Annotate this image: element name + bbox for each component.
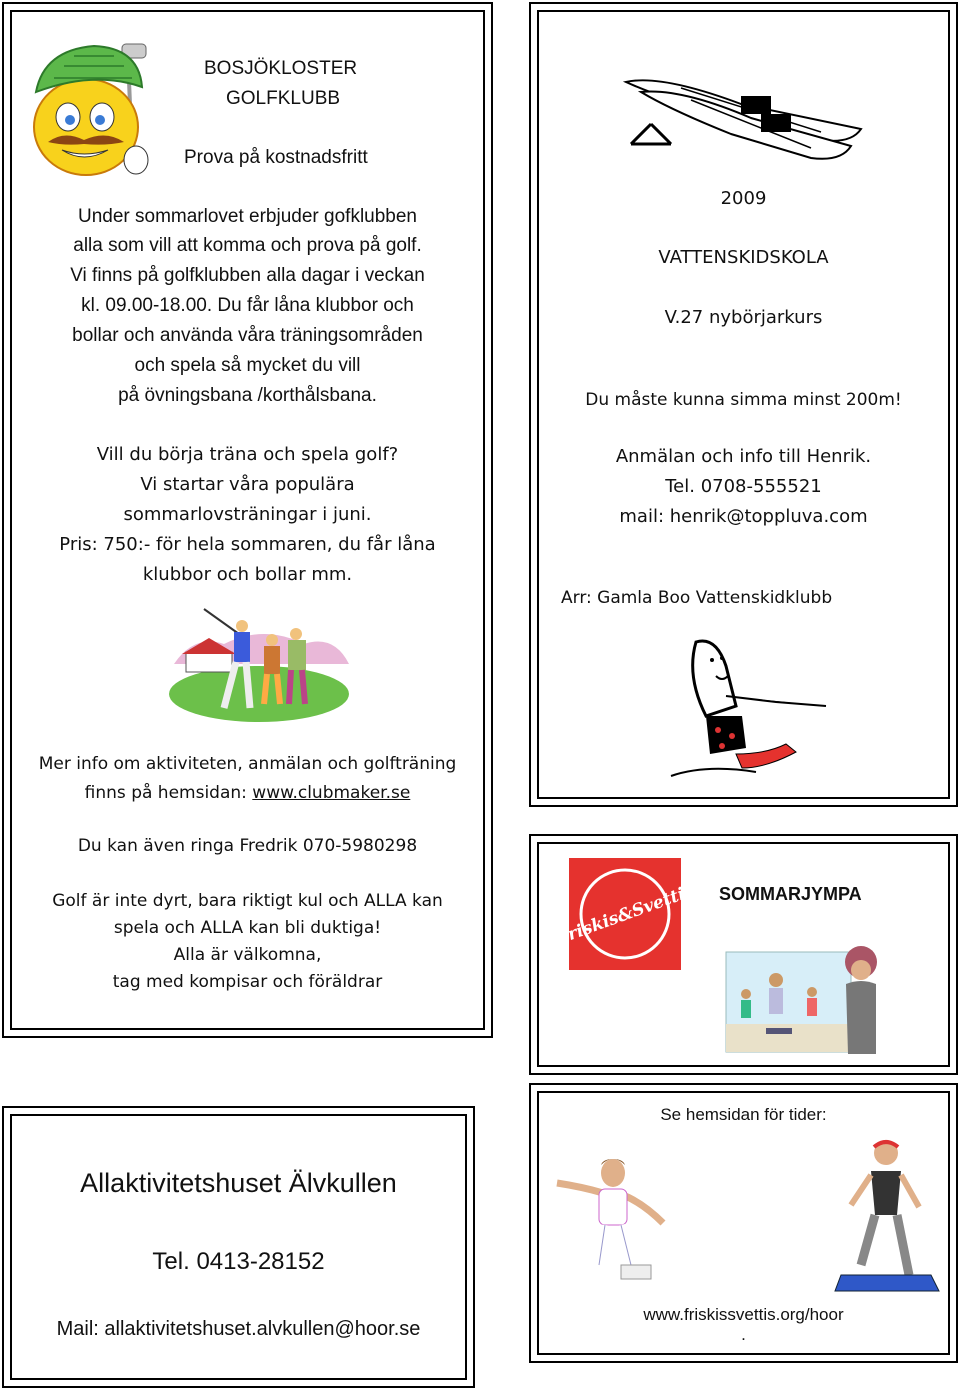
aerobics-class-illustration	[726, 944, 891, 1059]
ski-requirement: Du måste kunna simma minst 200m!	[585, 390, 902, 410]
golf-intro-line: alla som vill att komma och prova på golf.	[73, 235, 422, 256]
golf-flyer	[2, 2, 493, 1038]
alvkullen-name: Allaktivitetshuset Älvkullen	[80, 1168, 397, 1198]
sommarjympa-title: SOMMARJYMPA	[719, 884, 862, 904]
golf-more-info-prefix: finns på hemsidan:	[84, 783, 253, 803]
golf-closing-line: tag med kompisar och föräldrar	[112, 972, 383, 992]
ski-contact-mail: mail: henrik@toppluva.com	[619, 506, 868, 527]
golf-intro-line: Vi finns på golfklubben alla dagar i veckan	[70, 265, 425, 286]
svg-text:Friskis&Svettis: Friskis&Svettis	[553, 880, 697, 950]
golf-closing-line: Alla är välkomna,	[173, 945, 322, 965]
water-ski-flyer	[529, 2, 958, 807]
golf-subtitle: Prova på kostnadsfritt	[184, 147, 368, 168]
golf-intro-line: på övningsbana /korthålsbana.	[118, 385, 377, 406]
golf-closing-line: spela och ALLA kan bli duktiga!	[113, 918, 382, 938]
golf-training-line: Pris: 750:- för hela sommaren, du får låna	[59, 534, 436, 555]
golf-more-info-line1: Mer info om aktiviteten, anmälan och golfträning	[38, 754, 457, 774]
golf-training-line: klubbor och bollar mm.	[142, 564, 353, 585]
golf-intro-line: Under sommarlovet erbjuder gofklubben	[77, 206, 417, 227]
golf-title-line1: BOSJÖKLOSTER	[204, 58, 358, 79]
dancing-woman-illustration	[553, 1153, 668, 1283]
friskis-website-link[interactable]: www.friskissvettis.org/hoor	[643, 1305, 844, 1324]
golfer-smiley-illustration	[24, 32, 164, 182]
water-skis-illustration	[621, 74, 871, 174]
ski-contact-phone: Tel. 0708-555521	[665, 476, 822, 497]
golf-training-line: Vi startar våra populära	[140, 474, 355, 495]
golfers-illustration	[164, 604, 354, 724]
clubmaker-link[interactable]: www.clubmaker.se	[252, 783, 411, 803]
ski-title: VATTENSKIDSKOLA	[658, 247, 829, 268]
golf-title-line2: GOLFKLUBB	[226, 88, 341, 109]
golf-closing-line: Golf är inte dyrt, bara riktigt kul och ALLA kan	[52, 891, 443, 911]
golf-call-fredrik: Du kan även ringa Fredrik 070-5980298	[77, 836, 418, 856]
water-skier-illustration	[666, 636, 836, 786]
golf-intro-line: och spela så mycket du vill	[134, 355, 361, 376]
golf-intro-line: kl. 09.00-18.00. Du får låna klubbor och	[81, 295, 414, 316]
friskis-schedule-info	[529, 1083, 958, 1363]
alvkullen-mail: Mail: allaktivitetshuset.alvkullen@hoor.se	[56, 1318, 421, 1340]
sommarjympa-flyer	[529, 834, 958, 1075]
ski-contact-line: Anmälan och info till Henrik.	[615, 446, 872, 467]
golf-more-info-line2	[4, 783, 491, 803]
golf-intro-line: bollar och använda våra träningsområden	[72, 325, 423, 346]
friskis-see-site: Se hemsidan för tider:	[660, 1105, 827, 1124]
friskis-svettis-logo-mark	[553, 858, 697, 970]
step-aerobics-woman-illustration	[831, 1135, 946, 1305]
alvkullen-info	[2, 1106, 475, 1388]
ski-organizer: Arr: Gamla Boo Vattenskidklubb	[561, 588, 833, 608]
ski-year: 2009	[720, 188, 767, 209]
friskis-svettis-logo	[553, 858, 697, 970]
alvkullen-phone: Tel. 0413-28152	[152, 1248, 325, 1275]
ski-course: V.27 nybörjarkurs	[664, 307, 823, 328]
friskis-trailing-dot: .	[741, 1325, 746, 1344]
golf-training-line: Vill du börja träna och spela golf?	[96, 444, 399, 465]
golf-training-line: sommarlovsträningar i juni.	[123, 504, 372, 525]
